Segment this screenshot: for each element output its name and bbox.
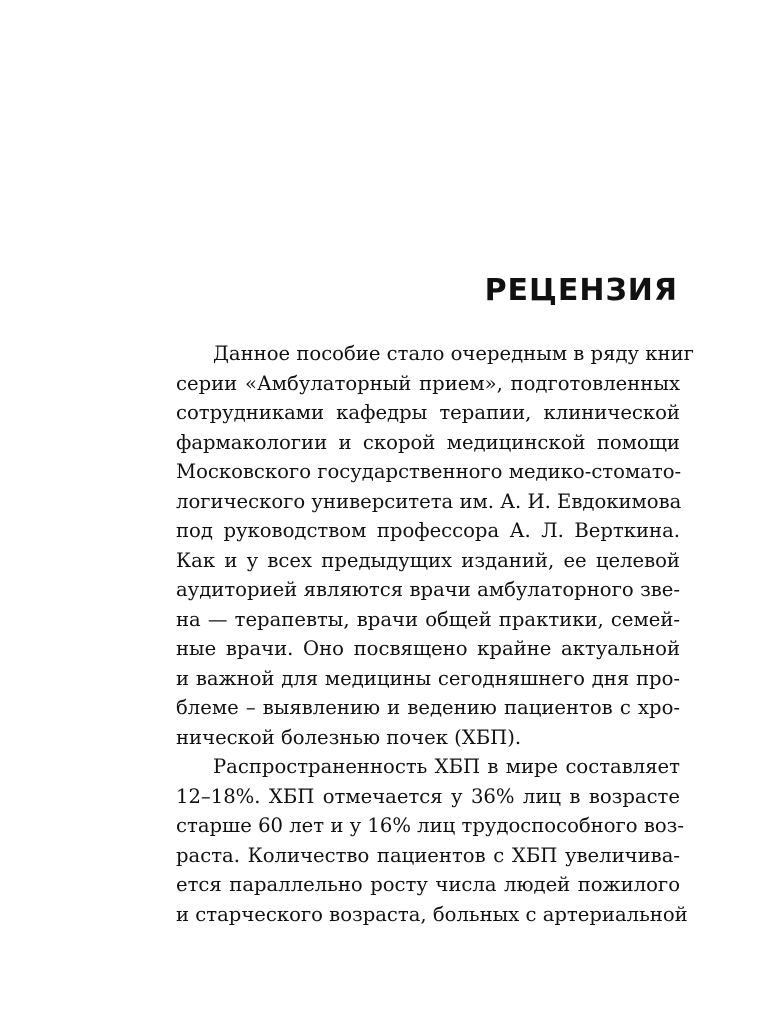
text-line: Как и у всех предыдущих изданий, ее целевой	[176, 548, 680, 572]
text-line: нической болезнью почек (ХБП).	[176, 725, 522, 749]
text-line: ется параллельно росту числа людей пожилого	[176, 873, 680, 896]
text-line: и важной для медицины сегодняшнего дня про-	[176, 666, 680, 690]
text-line: 12–18%. ХБП отмечается у 36% лиц в возрасте	[176, 784, 680, 808]
body-text	[176, 339, 694, 929]
text-line: под руководством профессора А. Л. Верткина.	[176, 519, 680, 542]
text-line: Распространенность ХБП в мире составляет	[213, 755, 680, 778]
text-line: серии «Амбулаторный прием», подготовленных	[176, 371, 680, 395]
text-line: логического университета им. А. И. Евдокимова	[176, 489, 682, 513]
text-line: на — терапевты, врачи общей практики, семей-	[176, 607, 680, 631]
text-line: аудиторией являются врачи амбулаторного зве-	[176, 578, 680, 601]
text-line: блеме – выявлению и ведению пациентов с хро-	[176, 696, 680, 719]
page-heading: РЕЦЕНЗИЯ	[484, 273, 678, 308]
text-line: старше 60 лет и у 16% лиц трудоспособного воз-	[176, 814, 684, 837]
text-line: и старческого возраста, больных с артериальной	[176, 902, 688, 926]
text-line: сотрудниками кафедры терапии, клинической	[176, 401, 680, 424]
text-line: ные врачи. Оно посвящено крайне актуальной	[176, 637, 680, 660]
text-line: раста. Количество пациентов с ХБП увеличива-	[176, 843, 680, 867]
text-line: фармакологии и скорой медицинской помощи	[176, 430, 680, 454]
text-line: Данное пособие стало очередным в ряду книг	[213, 342, 694, 365]
text-line: Московского государственного медико-стомато-	[176, 460, 682, 483]
